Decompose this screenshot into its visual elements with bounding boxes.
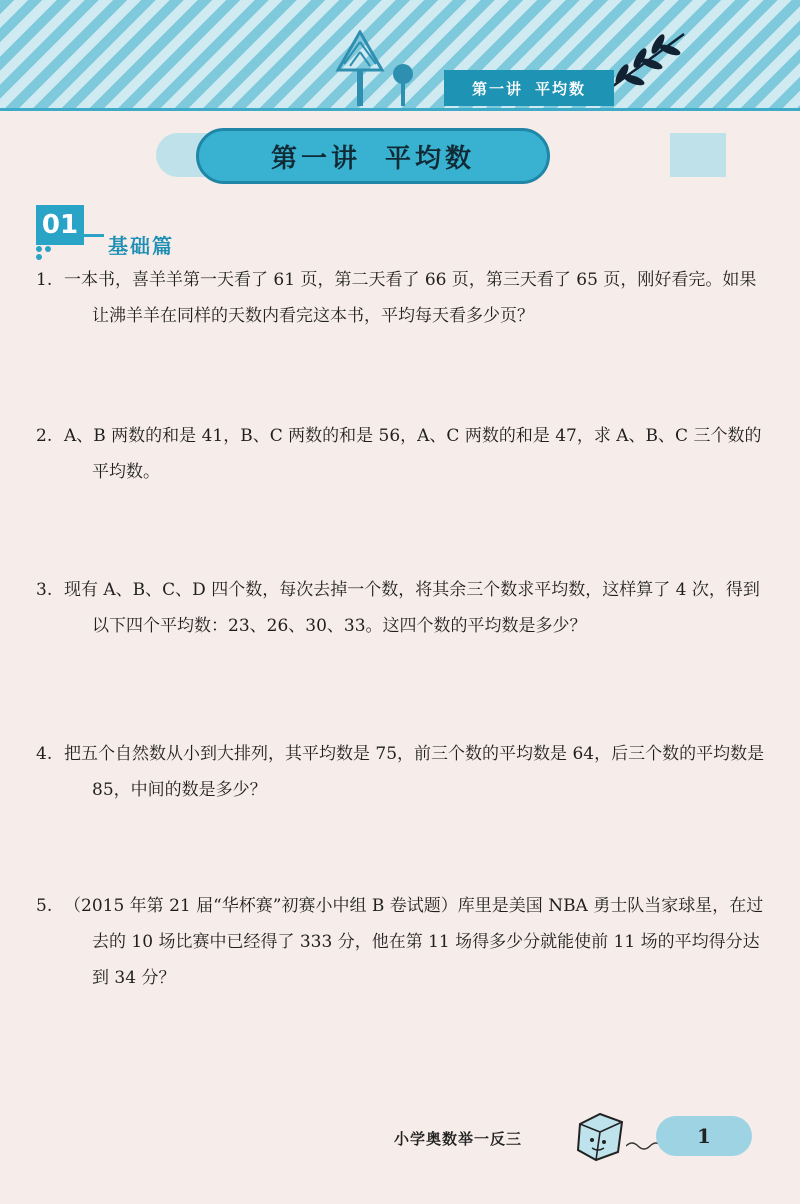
- problem-number: 2.: [36, 426, 53, 446]
- header-lecture: 第一讲: [471, 79, 523, 98]
- tree-icon: [330, 30, 390, 106]
- problem-text: A、B 两数的和是 41，B、C 两数的和是 56，A、C 两数的和是 47，求 A、B、C 三个数的平均数。: [64, 426, 762, 482]
- problem-item: [36, 572, 766, 644]
- problem-number: 4.: [36, 744, 53, 764]
- section-divider: [84, 234, 104, 237]
- section-number-badge: [36, 205, 84, 245]
- book-title: 小学奥数举一反三: [394, 1130, 523, 1148]
- problem-text: 一本书，喜羊羊第一天看了 61 页，第二天看了 66 页，第三天看了 65 页，刚好看完。如果让沸羊羊在同样的天数内看完这本书，平均每天看多少页？: [64, 270, 757, 326]
- page-number-badge: [656, 1116, 752, 1156]
- chapter-title-topic: 平均数: [385, 143, 476, 174]
- problem-number: 1.: [36, 270, 53, 290]
- chapter-title-lecture: 第一讲: [270, 143, 361, 174]
- section-number: 01: [41, 210, 79, 240]
- problem-text: （2015 年第 21 届“华杯赛”初赛小中组 B 卷试题）库里是美国 NBA 勇士队当家球星，在过去的 10 场比赛中已经得了 333 分，他在第 11 场得多少分就能使前 11 场的平均得分达到 34 分？: [64, 896, 764, 988]
- problem-item: [36, 888, 766, 996]
- problem-text: 现有 A、B、C、D 四个数，每次去掉一个数，将其余三个数求平均数，这样算了 4 次，得到以下四个平均数：23、26、30、33。这四个数的平均数是多少？: [64, 580, 760, 636]
- cube-mascot-icon: [568, 1108, 630, 1164]
- small-tree-icon: [390, 62, 416, 106]
- chapter-title: [196, 128, 550, 184]
- problem-item: [36, 736, 766, 808]
- dots-icon: [34, 245, 54, 261]
- problem-item: [36, 418, 766, 490]
- page-number: 1: [697, 1124, 711, 1148]
- header-chapter-tab: [444, 70, 614, 106]
- problem-item: [36, 262, 766, 334]
- problem-text: 把五个自然数从小到大排列，其平均数是 75，前三个数的平均数是 64，后三个数的平均数是 85，中间的数是多少？: [64, 744, 765, 800]
- header-topic: 平均数: [535, 79, 587, 98]
- title-bleed-right: [670, 133, 726, 177]
- problem-number: 5.: [36, 896, 53, 916]
- problem-number: 3.: [36, 580, 53, 600]
- section-title: 基础篇: [108, 234, 174, 258]
